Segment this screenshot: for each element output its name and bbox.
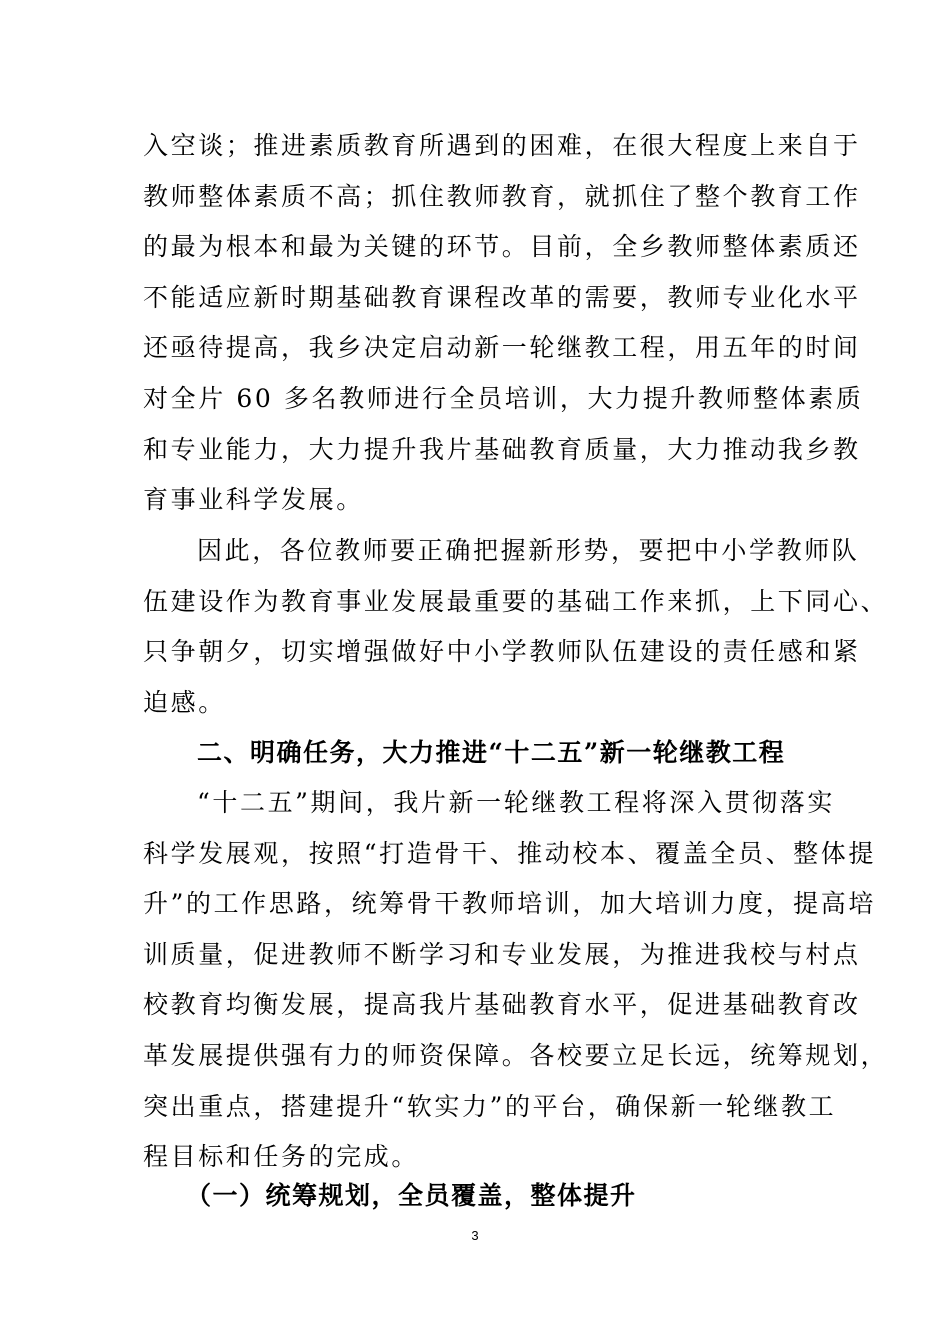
paragraph-line: 育事业科学发展。 <box>143 485 364 515</box>
paragraph-line: 入空谈；推进素质教育所遇到的困难，在很大程度上来自于 <box>143 131 861 160</box>
paragraph-line: 对全片 60 多名教师进行全员培训，大力提升教师整体素质 <box>143 383 864 413</box>
section-heading <box>143 728 808 779</box>
paragraph-line: 迫感。 <box>143 687 226 717</box>
paragraph-line: 突出重点，搭建提升“软实力”的平台，确保新一轮继教工 <box>143 1091 837 1121</box>
subsection-heading <box>186 1171 851 1222</box>
paragraph-line: 升”的工作思路，统筹骨干教师培训，加大培训力度，提高培 <box>143 889 876 919</box>
paragraph-line: 教师整体素质不高；抓住教师教育，就抓住了整个教育工作 <box>143 181 861 211</box>
paragraph-line: 革发展提供强有力的师资保障。各校要立足长远，统筹规划， <box>143 1040 889 1070</box>
paragraph-line: 和专业能力，大力提升我片基础教育质量，大力推动我乡教 <box>143 434 861 464</box>
page-number: 3 <box>471 1228 479 1243</box>
section-heading-text: 二、明确任务，大力推进“十二五”新一轮继教工程 <box>197 738 786 767</box>
paragraph-line: “十二五”期间，我片新一轮继教工程将深入贯彻落实 <box>197 788 835 817</box>
paragraph-line: 校教育均衡发展，提高我片基础教育水平，促进基础教育改 <box>143 990 861 1020</box>
subsection-heading-text: （一）统筹规划，全员覆盖，整体提升 <box>186 1181 637 1210</box>
paragraph-3 <box>143 778 889 1183</box>
paragraph-line: 不能适应新时期基础教育课程改革的需要，教师专业化水平 <box>143 282 861 312</box>
paragraph-2 <box>143 526 889 728</box>
paragraph-line: 程目标和任务的完成。 <box>143 1142 420 1172</box>
paragraph-line: 只争朝夕，切实增强做好中小学教师队伍建设的责任感和紧 <box>143 637 861 667</box>
paragraph-line: 因此，各位教师要正确把握新形势，要把中小学教师队 <box>197 536 860 565</box>
paragraph-1 <box>143 121 864 526</box>
paragraph-line: 科学发展观，按照“打造骨干、推动校本、覆盖全员、整体提 <box>143 838 876 868</box>
paragraph-line: 伍建设作为教育事业发展最重要的基础工作来抓，上下同心、 <box>143 586 889 616</box>
paragraph-line: 的最为根本和最为关键的环节。目前，全乡教师整体素质还 <box>143 232 861 262</box>
paragraph-line: 训质量，促进教师不断学习和专业发展，为推进我校与村点 <box>143 939 861 969</box>
paragraph-line: 还亟待提高，我乡决定启动新一轮继教工程，用五年的时间 <box>143 333 861 363</box>
